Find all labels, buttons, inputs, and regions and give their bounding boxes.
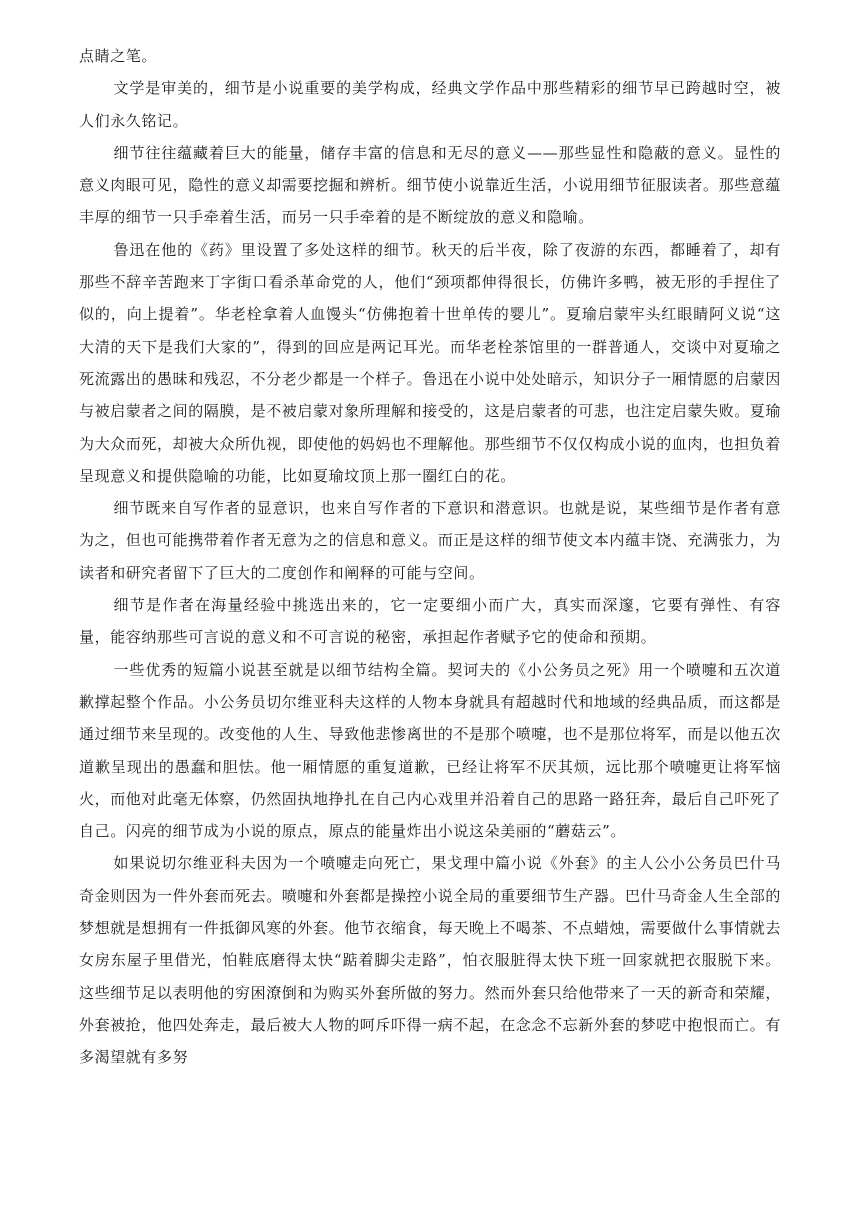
paragraph-continuation: 点睛之笔。 [79, 47, 158, 65]
article-body [79, 40, 781, 1074]
paragraph: 细节是作者在海量经验中挑选出来的，它一定要细小而广大，真实而深邃，它要有弹性、有容量，能容纳那些可言说的意义和不可言说的秘密，承担起作者赋予它的使命和预期。 [79, 596, 781, 647]
paragraph: 鲁迅在他的《药》里设置了多处这样的细节。秋天的后半夜，除了夜游的东西，都睡着了，却有那些不辞辛苦跑来丁字街口看杀革命党的人，他们“颈项都伸得很长，仿佛许多鸭，被无形的手捏住了似的，向上提着”。华老栓拿着人血馒头“仿佛抱着十世单传的婴儿”。夏瑜启蒙牢头红眼睛阿义说“这大清的天下是我们大家的”，得到的回应是两记耳光。而华老栓茶馆里的一群普通人，交谈中对夏瑜之死流露出的愚昧和残忍，不分老少都是一个样子。鲁迅在小说中处处暗示，知识分子一厢情愿的启蒙因与被启蒙者之间的隔膜，是不被启蒙对象所理解和接受的，这是启蒙者的可悲，也注定启蒙失败。夏瑜为大众而死，却被大众所仇视，即使他的妈妈也不理解他。那些细节不仅仅构成小说的血肉，也担负着呈现意义和提供隐喻的功能，比如夏瑜坟顶上那一圈红白的花。 [79, 240, 782, 485]
paragraph: 一些优秀的短篇小说甚至就是以细节结构全篇。契诃夫的《小公务员之死》用一个喷嚏和五次道歉撑起整个作品。小公务员切尔维亚科夫这样的人物本身就具有超越时代和地域的经典品质，而这都是通过细节来呈现的。改变他的人生、导致他悲惨离世的不是那个喷嚏，也不是那位将军，而是以他五次道歉呈现出的愚蠢和胆怯。他一厢情愿的重复道歉，已经让将军不厌其烦，远比那个喷嚏更让将军恼火，而他对此毫无体察，仍然固执地挣扎在自己内心戏里并沿着自己的思路一路狂奔，最后自己吓死了自己。闪亮的细节成为小说的原点，原点的能量炸出小说这朵美丽的“蘑菇云”。 [79, 660, 782, 841]
paragraph: 如果说切尔维亚科夫因为一个喷嚏走向死亡，果戈理中篇小说《外套》的主人公小公务员巴什马奇金则因为一件外套而死去。喷嚏和外套都是操控小说全局的重要细节生产器。巴什马奇金人生全部的梦想就是想拥有一件抵御风寒的外套。他节衣缩食，每天晚上不喝茶、不点蜡烛，需要做什么事情就去女房东屋子里借光，怕鞋底磨得太快“踮着脚尖走路”，怕衣服脏得太快下班一回家就把衣服脱下来。这些细节足以表明他的穷困潦倒和为购买外套所做的努力。然而外套只给他带来了一天的新奇和荣耀，外套被抢，他四处奔走，最后被大人物的呵斥吓得一病不起，在念念不忘新外套的梦呓中抱恨而亡。有多渴望就有多努 [79, 854, 782, 1067]
paragraph: 细节既来自写作者的显意识，也来自写作者的下意识和潜意识。也就是说，某些细节是作者有意为之，但也可能携带着作者无意为之的信息和意义。而正是这样的细节使文本内蕴丰饶、充满张力，为读者和研究者留下了巨大的二度创作和阐释的可能与空间。 [79, 499, 782, 582]
paragraph: 文学是审美的，细节是小说重要的美学构成，经典文学作品中那些精彩的细节早已跨越时空，被人们永久铭记。 [79, 79, 781, 130]
paragraph: 细节往往蕴藏着巨大的能量，储存丰富的信息和无尽的意义——那些显性和隐蔽的意义。显性的意义肉眼可见，隐性的意义却需要挖掘和辨析。细节使小说靠近生活，小说用细节征服读者。那些意蕴丰厚的细节一只手牵着生活，而另一只手牵着的是不断绽放的意义和隐喻。 [79, 143, 782, 227]
